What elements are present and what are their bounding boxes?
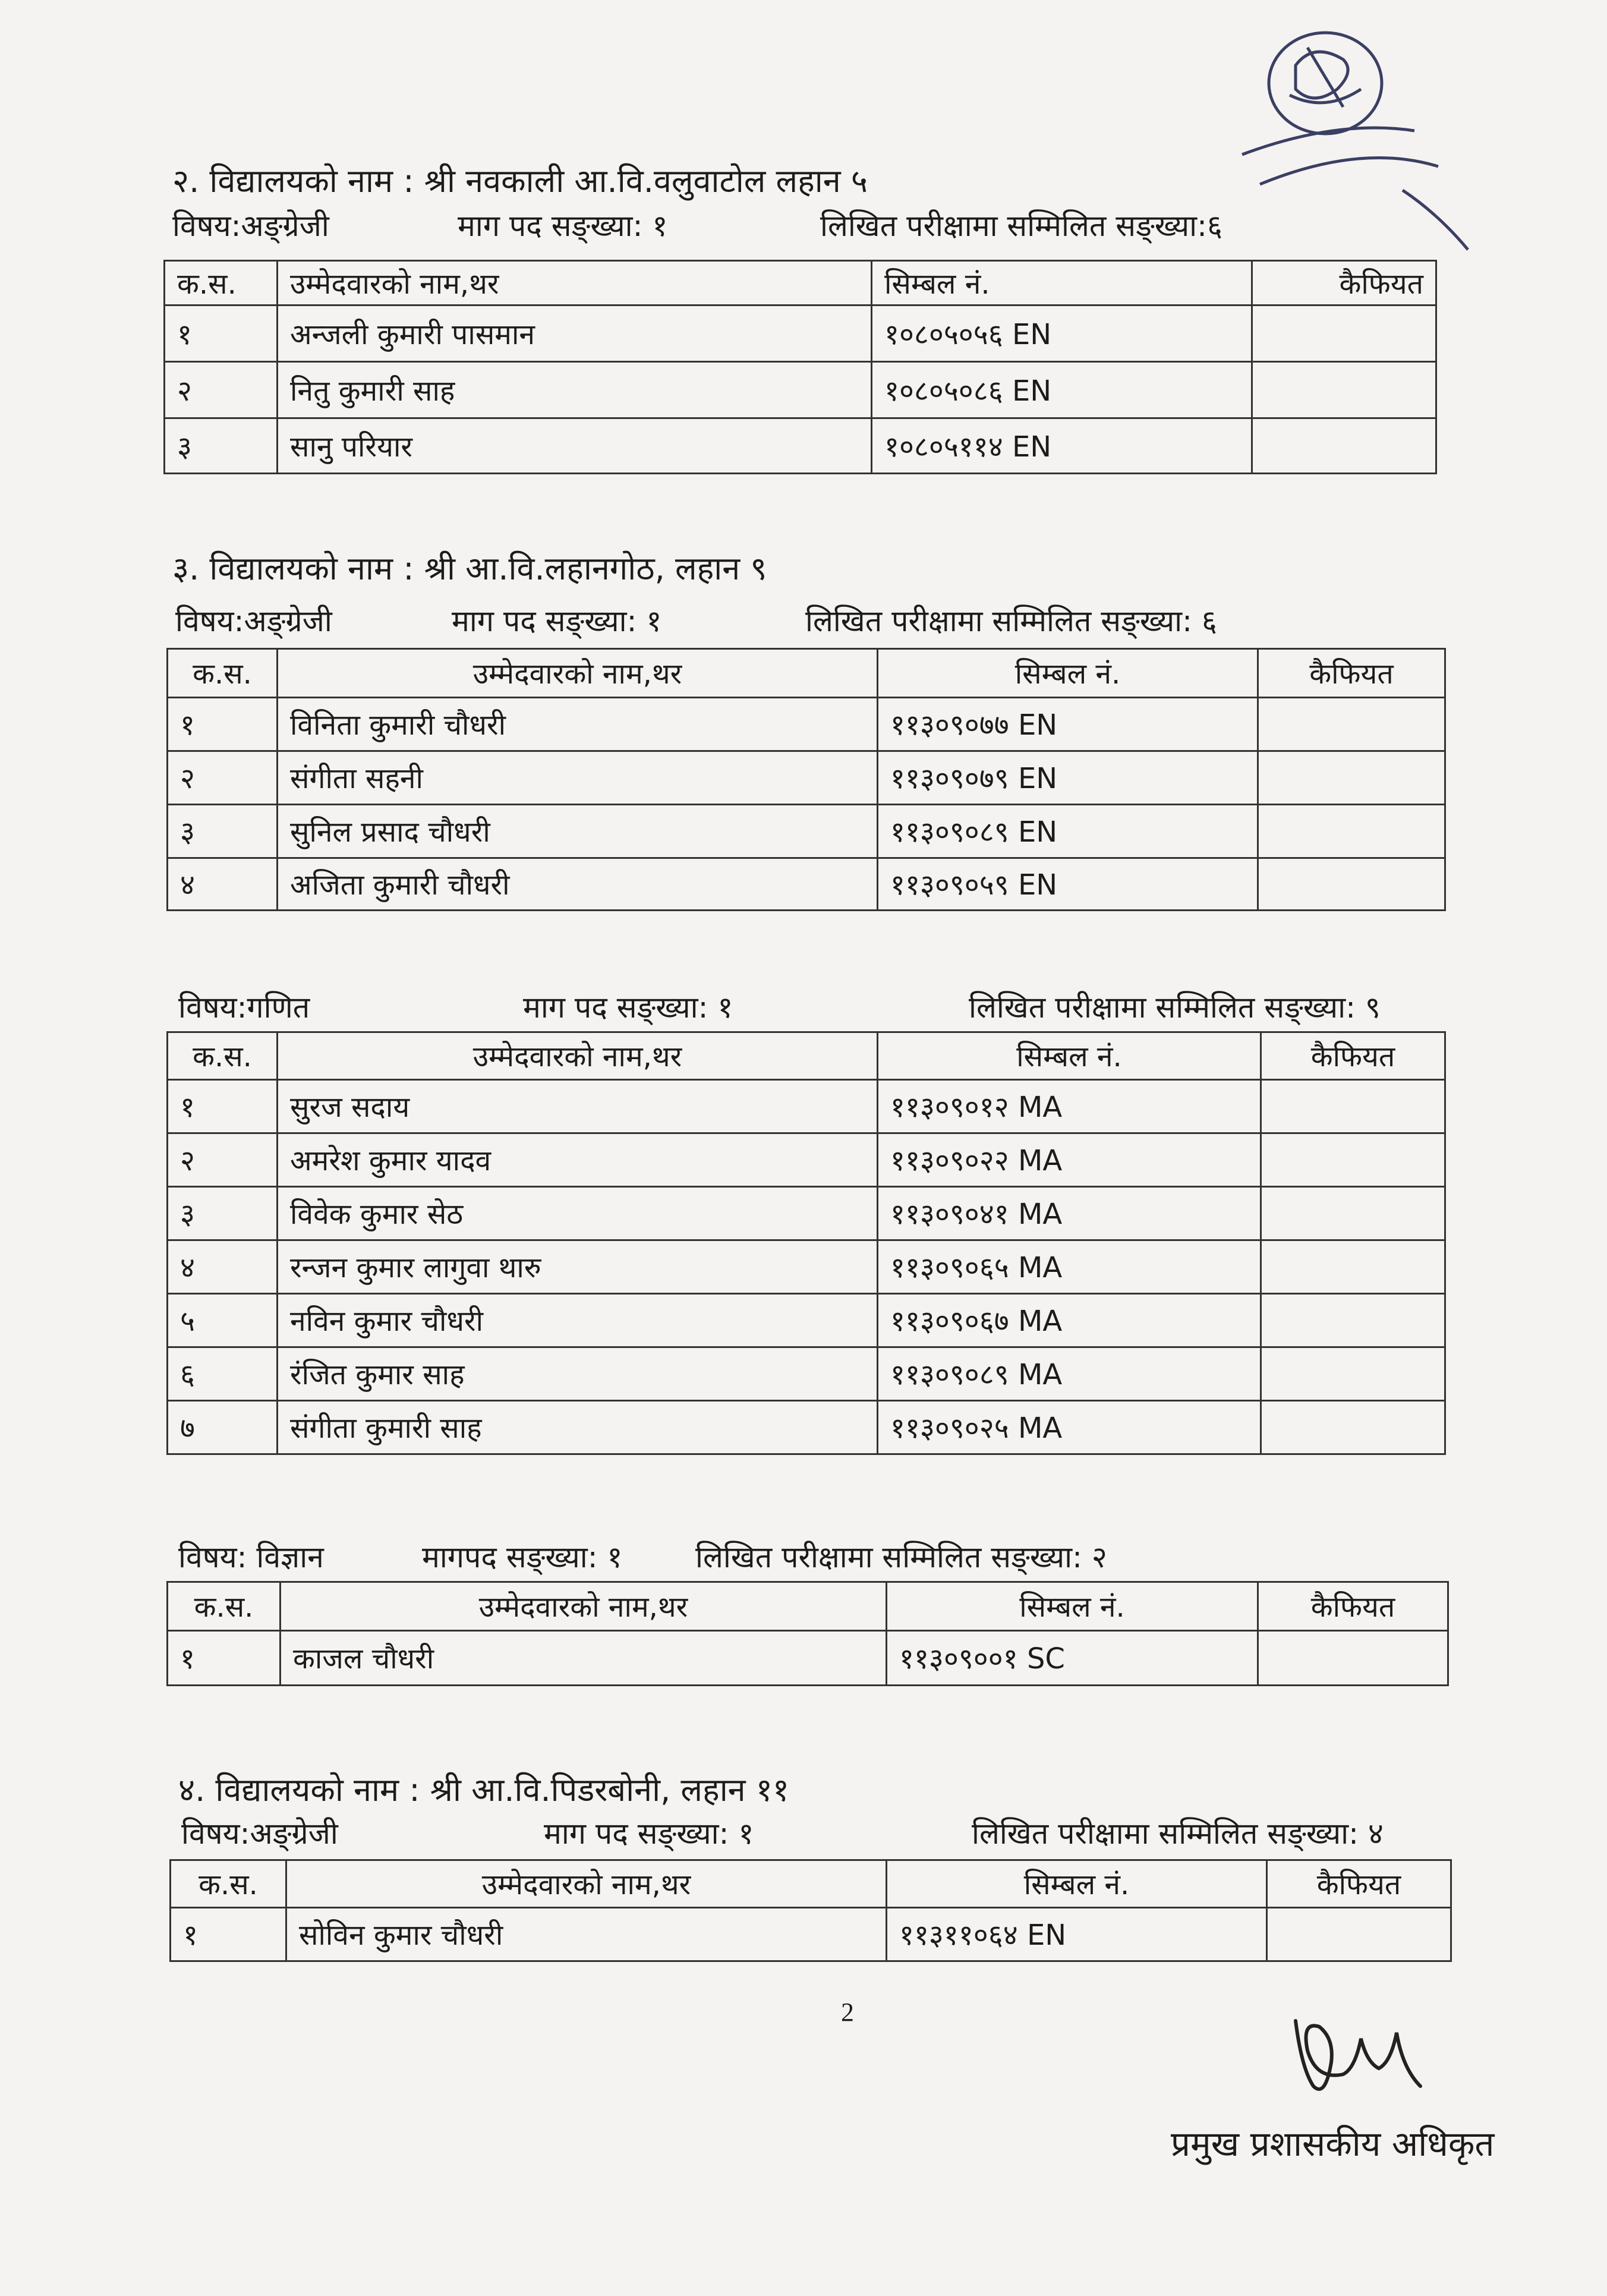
cell-symbol: ११३०९०२५ MA	[878, 1401, 1261, 1454]
cell-name: संगीता कुमारी साह	[278, 1401, 878, 1454]
cell-symbol: १०८०५११४ EN	[872, 418, 1252, 474]
section-4-heading: ४. विद्यालयको नाम : श्री आ.वि.पिडरबोनी, लहान ११	[178, 1771, 789, 1809]
table-row	[168, 1631, 1448, 1686]
cell-sn: १	[168, 1080, 278, 1133]
cell-name: विनिता कुमारी चौधरी	[278, 698, 878, 751]
cell-symbol: ११३०९०२२ MA	[878, 1133, 1261, 1187]
subject-label: विषय: विज्ञान	[178, 1540, 324, 1574]
cell-sn: ४	[168, 1240, 278, 1294]
designation-label: प्रमुख प्रशासकीय अधिकृत	[1171, 2124, 1495, 2164]
cell-symbol: ११३०९००१ SC	[887, 1631, 1258, 1686]
cell-sn: १	[165, 305, 278, 362]
table-row	[168, 1294, 1445, 1347]
cell-sn: २	[168, 751, 278, 805]
appeared-label: लिखित परीक्षामा सम्मिलित सङ्ख्या:६	[820, 209, 1222, 243]
table-header-row	[171, 1860, 1451, 1908]
table-row	[168, 1080, 1445, 1133]
appeared-label: लिखित परीक्षामा सम्मिलित सङ्ख्या: ४	[972, 1816, 1384, 1851]
cell-name: अन्जली कुमारी पासमान	[278, 305, 872, 362]
posts-label: माग पद सङ्ख्या: १	[458, 209, 668, 243]
cell-remarks	[1252, 362, 1436, 418]
cell-symbol: ११३०९०१२ MA	[878, 1080, 1261, 1133]
section-3-table	[166, 648, 1446, 911]
cell-name: अमरेश कुमार यादव	[278, 1133, 878, 1187]
appeared-label: लिखित परीक्षामा सम्मिलित सङ्ख्या: ९	[969, 990, 1381, 1025]
col-name: उम्मेदवारको नाम,थर	[286, 1860, 887, 1908]
cell-symbol: १०८०५०५६ EN	[872, 305, 1252, 362]
appeared-label: लिखित परीक्षामा सम्मिलित सङ्ख्या: २	[695, 1540, 1107, 1574]
section-2-heading: २. विद्यालयको नाम : श्री नवकाली आ.वि.वलुवाटोल लहान ५	[172, 162, 868, 200]
subject-label: विषय:अङ्ग्रेजी	[172, 209, 329, 243]
cell-symbol: ११३०९०५९ EN	[878, 858, 1258, 911]
table-row	[168, 751, 1445, 805]
table-row	[168, 1347, 1445, 1401]
table-row	[168, 1240, 1445, 1294]
table-header-row	[168, 1582, 1448, 1631]
cell-sn: २	[165, 362, 278, 418]
section-2-table	[163, 260, 1437, 474]
cell-name: सोविन कुमार चौधरी	[286, 1908, 887, 1961]
cell-symbol: ११३०९०७९ EN	[878, 751, 1258, 805]
cell-remarks	[1261, 1187, 1445, 1240]
cell-name: सानु परियार	[278, 418, 872, 474]
col-remarks: कैफियत	[1261, 1032, 1445, 1080]
appeared-label: लिखित परीक्षामा सम्मिलित सङ्ख्या: ६	[805, 604, 1217, 638]
col-symbol: सिम्बल नं.	[887, 1582, 1258, 1631]
col-remarks: कैफियत	[1267, 1860, 1451, 1908]
posts-label: माग पद सङ्ख्या: १	[452, 604, 662, 638]
table-header-row	[168, 1032, 1445, 1080]
cell-symbol: ११३०९०६५ MA	[878, 1240, 1261, 1294]
posts-label: माग पद सङ्ख्या: १	[523, 990, 733, 1025]
col-remarks: कैफियत	[1258, 1582, 1448, 1631]
col-name: उम्मेदवारको नाम,थर	[278, 261, 872, 305]
table-header-row	[165, 261, 1436, 305]
cell-remarks	[1261, 1401, 1445, 1454]
cell-sn: ३	[168, 805, 278, 858]
cell-remarks	[1267, 1908, 1451, 1961]
cell-symbol: ११३०९०६७ MA	[878, 1294, 1261, 1347]
cell-name: रंजित कुमार साह	[278, 1347, 878, 1401]
cell-name: नितु कुमारी साह	[278, 362, 872, 418]
cell-sn: ५	[168, 1294, 278, 1347]
signature	[1272, 1997, 1462, 2104]
table-row	[165, 418, 1436, 474]
cell-remarks	[1261, 1133, 1445, 1187]
subject-label: विषय:अङ्ग्रेजी	[181, 1816, 338, 1851]
cell-symbol: ११३०९०७७ EN	[878, 698, 1258, 751]
cell-remarks	[1258, 751, 1445, 805]
table-row	[168, 805, 1445, 858]
cell-remarks	[1258, 1631, 1448, 1686]
cell-sn: ३	[168, 1187, 278, 1240]
cell-sn: १	[171, 1908, 286, 1961]
subject-label: विषय:अङ्ग्रेजी	[175, 604, 332, 638]
col-sn: क.स.	[168, 1032, 278, 1080]
cell-sn: ३	[165, 418, 278, 474]
col-symbol: सिम्बल नं.	[878, 649, 1258, 698]
table-row	[168, 1133, 1445, 1187]
cell-symbol: ११३०९०८९ MA	[878, 1347, 1261, 1401]
cell-name: विवेक कुमार सेठ	[278, 1187, 878, 1240]
cell-remarks	[1252, 305, 1436, 362]
subject-label: विषय:गणित	[178, 990, 310, 1025]
office-stamp	[1206, 12, 1504, 273]
cell-name: सुनिल प्रसाद चौधरी	[278, 805, 878, 858]
cell-sn: ६	[168, 1347, 278, 1401]
table-row	[168, 698, 1445, 751]
col-sn: क.स.	[168, 1582, 281, 1631]
posts-label: मागपद सङ्ख्या: १	[422, 1540, 623, 1574]
table-row	[171, 1908, 1451, 1961]
table-row	[165, 362, 1436, 418]
cell-name: सुरज सदाय	[278, 1080, 878, 1133]
cell-remarks	[1261, 1347, 1445, 1401]
cell-symbol: ११३११०६४ EN	[887, 1908, 1267, 1961]
cell-name: नविन कुमार चौधरी	[278, 1294, 878, 1347]
math-table	[166, 1031, 1446, 1455]
table-row	[168, 1187, 1445, 1240]
table-row	[168, 858, 1445, 911]
col-sn: क.स.	[165, 261, 278, 305]
section-3-heading: ३. विद्यालयको नाम : श्री आ.वि.लहानगोठ, लहान ९	[172, 550, 767, 587]
cell-remarks	[1252, 418, 1436, 474]
table-row	[168, 1401, 1445, 1454]
posts-label: माग पद सङ्ख्या: १	[544, 1816, 754, 1851]
cell-symbol: ११३०९०४१ MA	[878, 1187, 1261, 1240]
cell-symbol: ११३०९०८९ EN	[878, 805, 1258, 858]
cell-sn: ७	[168, 1401, 278, 1454]
cell-remarks	[1261, 1240, 1445, 1294]
section-4-table	[169, 1859, 1452, 1962]
col-symbol: सिम्बल नं.	[878, 1032, 1261, 1080]
cell-remarks	[1261, 1294, 1445, 1347]
cell-sn: ४	[168, 858, 278, 911]
cell-name: रन्जन कुमार लागुवा थारु	[278, 1240, 878, 1294]
col-name: उम्मेदवारको नाम,थर	[278, 649, 878, 698]
col-symbol: सिम्बल नं.	[887, 1860, 1267, 1908]
col-remarks: कैफियत	[1252, 261, 1436, 305]
table-row	[165, 305, 1436, 362]
cell-sn: २	[168, 1133, 278, 1187]
col-sn: क.स.	[168, 649, 278, 698]
cell-remarks	[1258, 698, 1445, 751]
cell-name: संगीता सहनी	[278, 751, 878, 805]
cell-name: अजिता कुमारी चौधरी	[278, 858, 878, 911]
table-header-row	[168, 649, 1445, 698]
page-number: 2	[841, 1998, 854, 2027]
col-remarks: कैफियत	[1258, 649, 1445, 698]
cell-remarks	[1258, 805, 1445, 858]
cell-remarks	[1258, 858, 1445, 911]
col-name: उम्मेदवारको नाम,थर	[278, 1032, 878, 1080]
cell-sn: १	[168, 1631, 281, 1686]
cell-sn: १	[168, 698, 278, 751]
cell-remarks	[1261, 1080, 1445, 1133]
col-symbol: सिम्बल नं.	[872, 261, 1252, 305]
cell-symbol: १०८०५०८६ EN	[872, 362, 1252, 418]
col-name: उम्मेदवारको नाम,थर	[281, 1582, 887, 1631]
col-sn: क.स.	[171, 1860, 286, 1908]
cell-name: काजल चौधरी	[281, 1631, 887, 1686]
science-table	[166, 1581, 1449, 1686]
